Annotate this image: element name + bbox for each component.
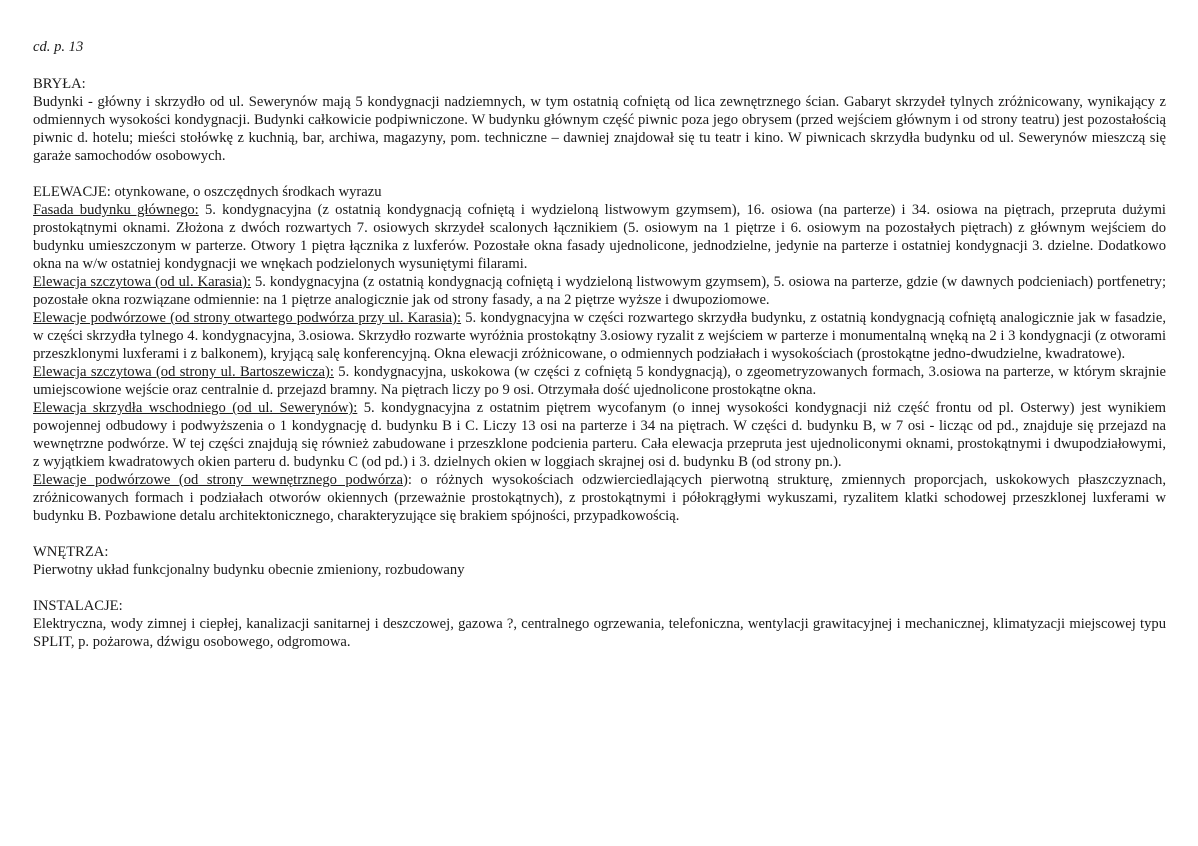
elevation-text: 5. kondygnacyjna w części rozwartego skrzydła budynku, z ostatnią kondygnacją cofniętą analogicznie jak w fasadzie, w części skrzydła tylnego 4. kondygnacyjna, 3.osiowa. Skrzydło rozwarte wyróżnia prostokątny 3.osiowy ryzalit z wejściem w parterze i monumentalną wnęką na 2 i 3 kondygnacji (z otworami przeszklonymi luxferami i z balkonem), kryjącą salę konferencyjną. Okna elewacji zróżnicowane, o odmiennych podziałach i wysokościach (prostokątne jedno-dwudzielne, kwadratowe). <box>33 310 1166 362</box>
document-page <box>33 38 1166 669</box>
section-heading: WNĘTRZA: <box>33 544 109 560</box>
elevation-label: Elewacje podwórzowe (od strony otwartego podwórza przy ul. Karasia): <box>33 310 462 326</box>
section-wnetrza <box>33 543 1166 579</box>
elevation-paragraph <box>33 201 1166 273</box>
elevation-text: ): o różnych wysokościach odzwierciedlających pierwotną strukturę, zmiennych proporcjach, uskokowych płaszczyznach, zróżnicowanych formach i podziałach otworów okiennych (przeważnie prostokątnych), z prostokątnymi i półokrągłymi wykuszami, ryzalitem klatki schodowej przeszklonej luxferami w budynku B. Pozbawione detalu architektonicznego, charakteryzujące się brakiem spójności, przypadkowością. <box>33 472 1166 524</box>
elevation-paragraph <box>33 273 1166 309</box>
elevation-label: Elewacja szczytowa (od strony ul. Bartoszewicza): <box>33 364 334 380</box>
section-heading: BRYŁA: <box>33 76 86 92</box>
elevation-paragraph <box>33 471 1166 525</box>
page-reference: cd. p. 13 <box>33 39 84 55</box>
section-text: Pierwotny układ funkcjonalny budynku obecnie zmieniony, rozbudowany <box>33 562 465 578</box>
elevation-text: 5. kondygnacyjna (z ostatnią kondygnacją cofniętą i wydzieloną listwowym gzymsem), 16. osiowa (na parterze) i 34. osiowa na piętrach, przepruta dużymi prostokątnymi oknami. Złożona z dwóch rozwartych 7. osiowych skrzydeł scalonych łącznikiem (5. osiowym na 1 piętrze i 6. osiowym na pozostałych piętrach) z głównym wejściem do budynku umieszczonym w parterze. Otwory 1 piętra łącznika z luxferów. Pozostałe okna fasady ujednolicone, jednodzielne, jedynie na parterze i ostatniej kondygnacji 3. dzielne. Dodatkowo okna na w/w ostatniej kondygnacji we wnękach podzielonych wysuniętymi filarami. <box>33 202 1166 272</box>
section-text: Budynki - główny i skrzydło od ul. Sewerynów mają 5 kondygnacji nadziemnych, w tym ostatnią cofniętą od lica zewnętrznego ścian. Gabaryt skrzydeł tylnych zróżnicowany, wynikający z odmiennych wysokości kondygnacji. Budynki całkowicie podpiwniczone. W budynku głównym część piwnic poza jego obrysem (przed wejściem głównym i od strony teatru) jest pozostałością piwnic d. hotelu; mieści stołówkę z kuchnią, bar, archiwa, magazyny, pom. techniczne – dawniej znajdował się tu teatr i kino. W piwnicach skrzydła budynku od ul. Sewerynów mieszczą się garaże samochodów osobowych. <box>33 94 1166 164</box>
section-heading: ELEWACJE: otynkowane, o oszczędnych środkach wyrazu <box>33 184 382 200</box>
elevation-label: Fasada budynku głównego: <box>33 202 199 218</box>
elevation-text: 5. kondygnacyjna (z ostatnią kondygnacją cofniętą i wydzieloną listwowym gzymsem), 5. osiowa na parterze, gdzie (w dawnych podcieniach) portfenetry; pozostałe okna rozwiązane odmiennie: na 1 piętrze analogicznie jak od strony fasady, a na 2 piętrze wyższe i dwupoziomowe. <box>33 274 1167 308</box>
section-elewacje <box>33 183 1166 525</box>
section-text: Elektryczna, wody zimnej i ciepłej, kanalizacji sanitarnej i deszczowej, gazowa ?, centralnego ogrzewania, telefoniczna, wentylacji grawitacyjnej i mechanicznej, klimatyzacji miejscowej typu SPLIT, p. pożarowa, dźwigu osobowego, odgromowa. <box>33 616 1166 650</box>
elevation-paragraph <box>33 309 1166 363</box>
elevation-label: Elewacje podwórzowe (od strony wewnętrznego podwórza <box>33 472 403 488</box>
section-heading: INSTALACJE: <box>33 598 123 614</box>
elevation-label: Elewacja szczytowa (od ul. Karasia): <box>33 274 252 290</box>
elevation-paragraph <box>33 363 1166 399</box>
section-instalacje <box>33 597 1166 651</box>
elevation-paragraph <box>33 399 1166 471</box>
elevation-label: Elewacja skrzydła wschodniego (od ul. Sewerynów): <box>33 400 358 416</box>
elevation-text: 5. kondygnacyjna z ostatnim piętrem wycofanym (o innej wysokości kondygnacji niż część frontu od pl. Osterwy) jest wynikiem powojennej odbudowy i podwyższenia o 1 kondygnację d. budynku B i C. Liczy 13 osi na parterze i 34 na piętrach. W części d. budynku B, w 7 osi - licząc od pd., znajduje się przejazd na wewnętrzne podwórze. W tej części znajdują się również zabudowane i przeszklone podcienia parteru. Cała elewacja przepruta jest ujednoliconymi oknami, prostokątnymi i dwupodziałowymi, z wyjątkiem kwadratowych okien parteru d. budynku C (od pd.) i 3. dzielnych okien w loggiach skrajnej osi d. budynku B (od strony pn.). <box>33 400 1167 470</box>
elevation-text: 5. kondygnacyjna, uskokowa (w części z cofniętą 5 kondygnacją), o zgeometryzowanych formach, 3.osiowa na parterze, w którym skrajnie umiejscowione wejście oraz centralnie d. przejazd bramny. Na piętrach liczy po 9 osi. Otrzymała dość ujednolicone prostokątne okna. <box>33 364 1166 398</box>
section-bryla <box>33 75 1166 165</box>
